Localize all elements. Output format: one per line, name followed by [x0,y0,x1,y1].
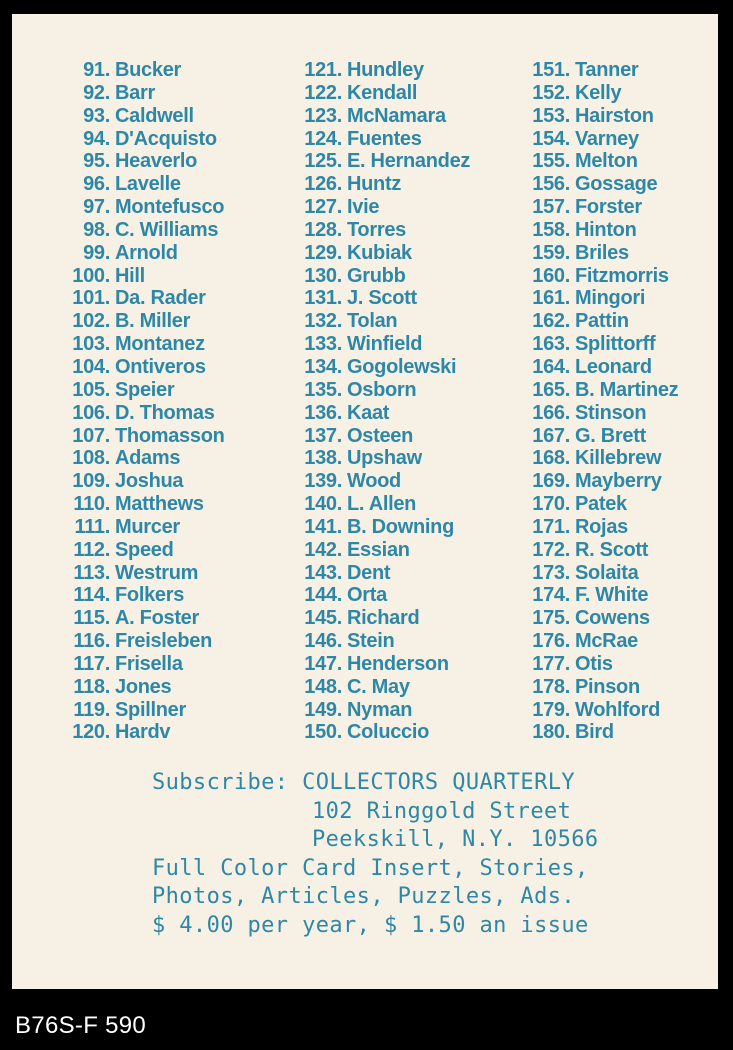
checklist-row [52,493,204,516]
player-name: Fuentes [347,127,422,150]
player-name: E. Hernandez [347,150,471,173]
player-name: Winfield [347,333,423,356]
player-name: Gossage [575,173,658,196]
card-number: 98. [83,218,110,241]
checklist-row [284,104,446,128]
card-number: 148. [304,675,342,698]
checklist-row [512,447,662,470]
checklist-card [12,14,718,989]
checklist-row [284,424,414,448]
card-number: 175. [532,607,570,630]
card-number: 105. [72,378,110,401]
player-name: C. Williams [115,218,219,241]
checklist-row [52,127,217,151]
card-number: 125. [304,150,342,173]
checklist-row [52,81,155,105]
player-name: Orta [347,584,387,607]
player-name: Spillner [115,698,186,721]
card-number: 151. [532,59,570,81]
player-name: Kendall [347,81,418,104]
checklist-row [284,652,449,676]
checklist-row [52,447,181,470]
checklist-row [284,515,454,539]
player-name: Essian [347,538,410,561]
checklist-row [512,310,629,333]
card-number: 167. [532,424,570,447]
card-number: 132. [304,310,342,333]
checklist-row [512,584,649,607]
checklist-row [284,173,402,196]
card-number: 127. [304,196,342,219]
player-name: Tolan [347,310,398,333]
player-name: Splittorff [575,333,656,356]
card-number: 103. [72,333,110,356]
card-number: 97. [83,196,110,219]
card-number: 134. [304,355,342,378]
player-name: Grubb [347,264,406,287]
checklist-row [284,675,410,699]
checklist-row [52,218,219,242]
checklist-row [512,264,669,288]
card-number: 120. [72,721,110,744]
card-number: 131. [304,287,342,310]
player-name: Stein [347,630,395,653]
player-name: L. Allen [347,493,417,516]
card-number: 126. [304,173,342,196]
card-number: 101. [72,287,110,310]
checklist-row [512,150,638,173]
player-name: Adams [115,447,181,470]
features-line-2: Photos, Articles, Puzzles, Ads. [152,884,575,910]
card-number: 141. [304,515,342,538]
checklist-row [52,196,225,219]
checklist-row [512,81,622,105]
checklist-column-3 [512,59,679,744]
card-number: 102. [72,310,110,333]
checklist-row [512,721,614,744]
player-name: McRae [575,630,638,653]
card-number: 169. [532,470,570,493]
player-name: Caldwell [115,104,194,127]
card-number: 115. [73,607,110,630]
checklist-column-2 [284,59,471,744]
checklist-row [284,355,457,379]
card-number: 160. [532,264,570,287]
player-name: G. Brett [575,424,646,447]
card-number: 113. [73,561,110,584]
card-number: 107. [72,424,110,447]
card-number: 133. [304,333,342,356]
card-number: 114. [73,584,110,607]
player-name: B. Miller [115,310,191,333]
player-name: Bucker [115,59,182,81]
card-number: 136. [304,401,342,424]
card-number: 140. [304,493,342,516]
features-line-1: Full Color Card Insert, Stories, [152,855,589,881]
player-name: Torres [347,218,406,241]
checklist-row [512,241,629,265]
card-number: 93. [83,104,110,127]
player-name: Speed [115,538,174,561]
player-name: Rojas [575,515,628,538]
checklist-row [284,287,417,310]
address-street: 102 Ringgold Street [312,798,572,824]
player-name: Nyman [347,698,413,721]
player-name: Briles [575,241,629,264]
card-number: 170. [532,493,570,516]
player-name: B. Martinez [575,378,679,401]
player-name: Dent [347,561,391,584]
player-name: Osborn [347,378,417,401]
card-number: 92. [83,81,110,104]
player-name: Matthews [115,493,204,516]
checklist-row [512,493,627,516]
card-number: 96. [83,173,110,196]
player-name: D. Thomas [115,401,215,424]
card-number: 162. [532,310,570,333]
checklist-row [284,378,417,402]
player-name: Wohlford [575,698,660,721]
card-number: 164. [532,355,570,378]
publication-name: COLLECTORS QUARTERLY [302,770,576,795]
player-name: Varney [575,127,639,150]
player-name: Tanner [575,59,639,81]
card-number: 139. [304,470,342,493]
player-name: Mayberry [575,470,662,493]
card-number: 179. [532,698,570,721]
player-name: Hardv [115,721,171,744]
player-name: Jones [115,675,172,698]
player-name: Forster [575,196,642,219]
card-number: 138. [304,447,342,470]
card-number: 123. [304,104,342,127]
subscribe-line [152,769,599,798]
checklist-row [512,561,639,585]
card-number: 130. [304,264,342,287]
player-name: Stinson [575,401,647,424]
card-number: 177. [532,652,570,675]
card-number: 106. [72,401,110,424]
player-name: Montanez [115,333,205,356]
checklist-row [512,287,646,310]
player-name: Heaverlo [115,150,198,173]
player-name: B. Downing [347,515,454,538]
player-name: Ontiveros [115,355,206,378]
checklist-row [284,470,401,493]
player-name: Henderson [347,652,449,675]
player-name: Melton [575,150,638,173]
card-number: 158. [532,218,570,241]
card-number: 145. [304,607,342,630]
checklist-row [284,561,391,585]
player-name: Hairston [575,104,654,127]
checklist-row [52,310,191,333]
checklist-row [512,607,650,630]
player-name: Bird [575,721,614,744]
checklist-row [512,424,646,448]
player-name: Murcer [115,515,180,538]
checklist-row [284,218,406,242]
card-number: 147. [304,652,342,675]
checklist-row [52,378,175,402]
checklist-row [52,721,171,744]
checklist-row [52,264,145,288]
player-name: Ivie [347,196,380,219]
checklist-row [512,378,679,402]
checklist-row [52,104,194,128]
player-name: Killebrew [575,447,662,470]
checklist-row [512,218,637,242]
card-number: 178. [532,675,570,698]
player-name: Montefusco [115,196,225,219]
checklist-row [52,675,172,699]
checklist-row [284,150,471,173]
checklist-row [52,652,183,676]
checklist-row [512,173,658,196]
checklist-row [512,196,642,219]
checklist-column-1 [52,59,225,744]
player-name: Wood [347,470,401,493]
checklist-row [52,241,178,265]
checklist-row [284,721,430,744]
checklist-row [284,630,395,653]
checklist-row [512,104,654,128]
checklist-row [512,127,639,151]
card-number: 166. [532,401,570,424]
card-number: 154. [532,127,570,150]
checklist-row [52,630,213,653]
checklist-row [52,333,205,356]
card-number: 135. [304,378,342,401]
card-number: 171. [532,515,570,538]
checklist-row [284,241,412,265]
player-name: J. Scott [347,287,417,310]
player-name: Fitzmorris [575,264,669,287]
player-name: Solaita [575,561,639,584]
card-number: 180. [532,721,570,744]
address-city: Peekskill, N.Y. 10566 [312,827,599,853]
checklist-row [52,470,184,493]
player-name: Westrum [115,561,199,584]
checklist-row [284,196,380,219]
checklist-row [284,81,418,105]
checklist-row [512,59,639,82]
card-number: 143. [304,561,342,584]
player-name: Pinson [575,675,640,698]
checklist-row [52,401,215,425]
subscription-notice [152,769,599,941]
player-name: Gogolewski [347,355,457,378]
checklist-row [284,698,413,722]
checklist-row [512,355,652,379]
checklist-row [284,264,406,288]
checklist-row [284,447,422,470]
checklist-row [512,675,640,699]
card-number: 176. [532,630,570,653]
player-name: Frisella [115,652,183,675]
player-name: McNamara [347,104,446,127]
player-name: Hinton [575,218,637,241]
checklist-row [512,401,647,425]
card-number: 117. [73,652,110,675]
checklist-row [52,607,199,630]
card-number: 157. [532,196,570,219]
card-number: 146. [304,630,342,653]
player-name: Freisleben [115,630,213,653]
card-number: 124. [304,127,342,150]
player-name: A. Foster [115,607,199,630]
checklist-row [512,698,660,722]
player-name: Speier [115,378,175,401]
player-name: Kubiak [347,241,412,264]
checklist-row [512,470,662,493]
card-number: 119. [73,698,110,721]
card-number: 112. [73,538,110,561]
card-number: 156. [532,173,570,196]
card-number: 165. [532,378,570,401]
card-number: 144. [304,584,342,607]
checklist-row [512,515,628,539]
card-number: 152. [532,81,570,104]
player-name: Hundley [347,59,424,81]
checklist-row [284,401,390,425]
player-name: Kaat [347,401,390,424]
checklist-row [512,538,649,562]
checklist-row [52,698,186,722]
checklist-row [52,287,206,310]
card-number: 174. [532,584,570,607]
card-number: 150. [304,721,342,744]
card-number: 168. [532,447,570,470]
card-number: 172. [532,538,570,561]
card-number: 161. [532,287,570,310]
player-name: Cowens [575,607,650,630]
player-name: Patek [575,493,627,516]
card-number: 111. [74,515,110,538]
checklist-row [52,173,181,196]
checklist-row [52,59,182,82]
checklist-row [512,652,613,676]
subscribe-label: Subscribe: [152,770,289,795]
card-number: 121. [304,59,342,81]
player-name: Leonard [575,355,652,378]
checklist-row [512,630,638,653]
checklist-row [284,584,387,607]
player-name: Joshua [115,470,184,493]
card-number: 142. [304,538,342,561]
player-name: F. White [575,584,649,607]
player-name: Otis [575,652,613,675]
player-name: Upshaw [347,447,422,470]
card-number: 137. [304,424,342,447]
card-number: 116. [73,630,110,653]
card-number: 108. [72,447,110,470]
player-name: Folkers [115,584,185,607]
card-number: 110. [73,493,110,516]
checklist-row [284,493,417,516]
card-number: 91. [83,59,110,81]
checklist-row [284,127,422,151]
player-name: Huntz [347,173,402,196]
player-name: Thomasson [115,424,225,447]
card-number: 94. [83,127,110,150]
checklist-row [52,424,225,448]
player-name: Osteen [347,424,414,447]
card-number: 153. [532,104,570,127]
player-name: Mingori [575,287,646,310]
checklist-row [284,59,424,82]
player-name: Da. Rader [115,287,206,310]
player-name: Arnold [115,241,178,264]
card-number: 109. [72,470,110,493]
player-name: Pattin [575,310,629,333]
player-name: C. May [347,675,410,698]
player-name: Lavelle [115,173,181,196]
player-name: R. Scott [575,538,649,561]
player-name: Barr [115,81,155,104]
checklist-row [284,310,398,333]
player-name: Coluccio [347,721,430,744]
card-number: 155. [532,150,570,173]
card-number: 99. [83,241,110,264]
card-number: 122. [304,81,342,104]
card-number: 159. [532,241,570,264]
checklist-row [52,584,185,607]
card-number: 95. [83,150,110,173]
card-number: 104. [72,355,110,378]
card-number: 118. [73,675,110,698]
card-number: 163. [532,333,570,356]
checklist-row [512,333,656,356]
card-number: 128. [304,218,342,241]
checklist-row [52,538,174,562]
player-name: Richard [347,607,420,630]
checklist-row [52,150,198,173]
checklist-row [52,515,180,539]
checklist-row [52,561,199,585]
checklist-row [284,538,410,562]
card-number: 129. [304,241,342,264]
checklist-row [52,355,206,379]
checklist-row [284,607,420,630]
price-line: $ 4.00 per year, $ 1.50 an issue [152,912,589,938]
card-number: 149. [304,698,342,721]
checklist-row [284,333,423,356]
image-caption: B76S-F 590 [15,1012,147,1039]
card-number: 173. [532,561,570,584]
player-name: Hill [115,264,145,287]
player-name: D'Acquisto [115,127,217,150]
player-name: Kelly [575,81,622,104]
card-number: 100. [72,264,110,287]
